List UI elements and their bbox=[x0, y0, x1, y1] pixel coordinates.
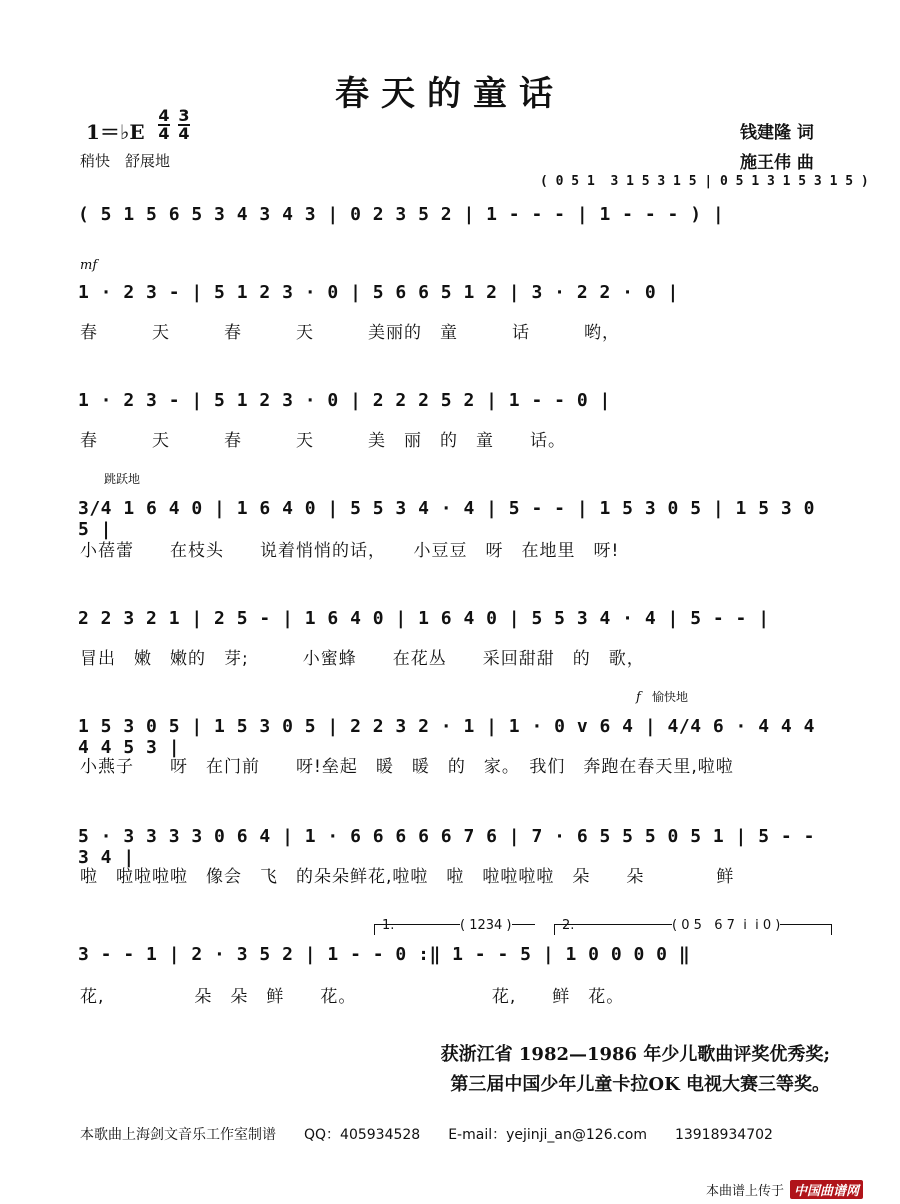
lyric-row-5: 小燕子 呀 在门前 呀!垒起 暖 暖 的 家。 我们 奔跑在春天里,啦啦 bbox=[80, 757, 734, 777]
upload-source bbox=[706, 1180, 863, 1199]
notation-row-4: 3/4 1 6 4 0 | 1 6 4 0 | 5 5 3 4 · 4 | 5 - - | 1 5 3 0 5 | 1 5 3 0 5 | bbox=[78, 498, 815, 540]
notation-row-2: 1 · 2 3 - | 5 1 2 3 · 0 | 5 6 6 5 1 2 | 3 · 2 2 · 0 | bbox=[78, 282, 679, 303]
dynamic-f: f bbox=[636, 690, 641, 705]
lyric-row-3: 小蓓蕾 在枝头 说着悄悄的话， 小豆豆 呀 在地里 呀! bbox=[80, 541, 620, 561]
tempo-marking: 稍快 舒展地 bbox=[80, 152, 171, 170]
lyric-row-2: 春 天 春 天 美 丽 的 童 话。 bbox=[80, 431, 566, 451]
notation-row-1: ( 5 1 5 6 5 3 4 3 4 3 | 0 2 3 5 2 | 1 - - - | 1 - - - ) | bbox=[78, 204, 725, 225]
footer-credits: 本歌曲上海剑文音乐工作室制谱 QQ：405934528 E-mail：yejinji_an@126.com 13918934702 bbox=[80, 1127, 773, 1143]
lyric-row-6: 啦 啦啦啦啦 像会 飞 的朵朵鲜花,啦啦 啦 啦啦啦啦 朵 朵 鲜 bbox=[80, 867, 735, 887]
time-signature-2: $\frac{3}{4}$ bbox=[178, 106, 190, 143]
key-signature: 1＝♭E bbox=[86, 120, 145, 144]
award-line-2: 第三届中国少年儿童卡拉OK 电视大赛三等奖。 bbox=[450, 1074, 830, 1095]
time-signature-1: $\frac{4}{4}$ bbox=[158, 106, 170, 143]
lyric-row-4: 冒出 嫩 嫩的 芽; 小蜜蜂 在花丛 采回甜甜 的 歌， bbox=[80, 649, 645, 669]
song-title: 春天的童话 bbox=[335, 74, 565, 114]
expression-happy: 愉快地 bbox=[652, 690, 689, 704]
award-line-1: 获浙江省 1982—1986 年少儿歌曲评奖优秀奖; bbox=[440, 1044, 830, 1065]
notation-row-5: 2 2 3 2 1 | 2 5 - | 1 6 4 0 | 1 6 4 0 | 5 5 3 4 · 4 | 5 - - | bbox=[78, 608, 770, 629]
notation-row-6: 1 5 3 0 5 | 1 5 3 0 5 | 2 2 3 2 · 1 | 1 · 0 v 6 4 | 4/4 6 · 4 4 4 4 4 5 3 | bbox=[78, 716, 815, 758]
site-logo[interactable]: 中国曲谱网 bbox=[790, 1180, 863, 1199]
lyric-row-7: 花, 朵 朵 鲜 花。 花, 鲜 花。 bbox=[80, 987, 625, 1007]
upload-text: 本曲谱上传于 bbox=[706, 1184, 785, 1199]
dynamic-mf: mf bbox=[80, 258, 98, 273]
lyric-row-1: 春 天 春 天 美丽的 童 话 哟， bbox=[80, 323, 620, 343]
volta-1-label: 1. bbox=[382, 918, 395, 933]
volta-2-label: 2. bbox=[562, 918, 575, 933]
intro-fill: ( 0 5 1 3 1 5 3 1 5 | 0 5 1 3 1 5 3 1 5 ) bbox=[540, 174, 869, 189]
volta-1-fill: ( 1234 ) bbox=[460, 918, 512, 933]
expression-jump: 跳跃地 bbox=[104, 472, 141, 486]
composer: 施王伟 曲 bbox=[740, 153, 814, 173]
time-signature bbox=[158, 108, 204, 142]
notation-row-8: 3 - - 1 | 2 · 3 5 2 | 1 - - 0 :‖ 1 - - 5 | 1 0 0 0 0 ‖ bbox=[78, 944, 691, 965]
lyricist: 钱建隆 词 bbox=[740, 123, 814, 143]
volta-2-fill: ( 0 5 6 7 i i 0 ) bbox=[672, 918, 781, 933]
notation-row-3: 1 · 2 3 - | 5 1 2 3 · 0 | 2 2 2 5 2 | 1 - - 0 | bbox=[78, 390, 611, 411]
notation-row-7: 5 · 3 3 3 3 0 6 4 | 1 · 6 6 6 6 6 7 6 | 7 · 6 5 5 5 0 5 1 | 5 - - 3 4 | bbox=[78, 826, 815, 868]
